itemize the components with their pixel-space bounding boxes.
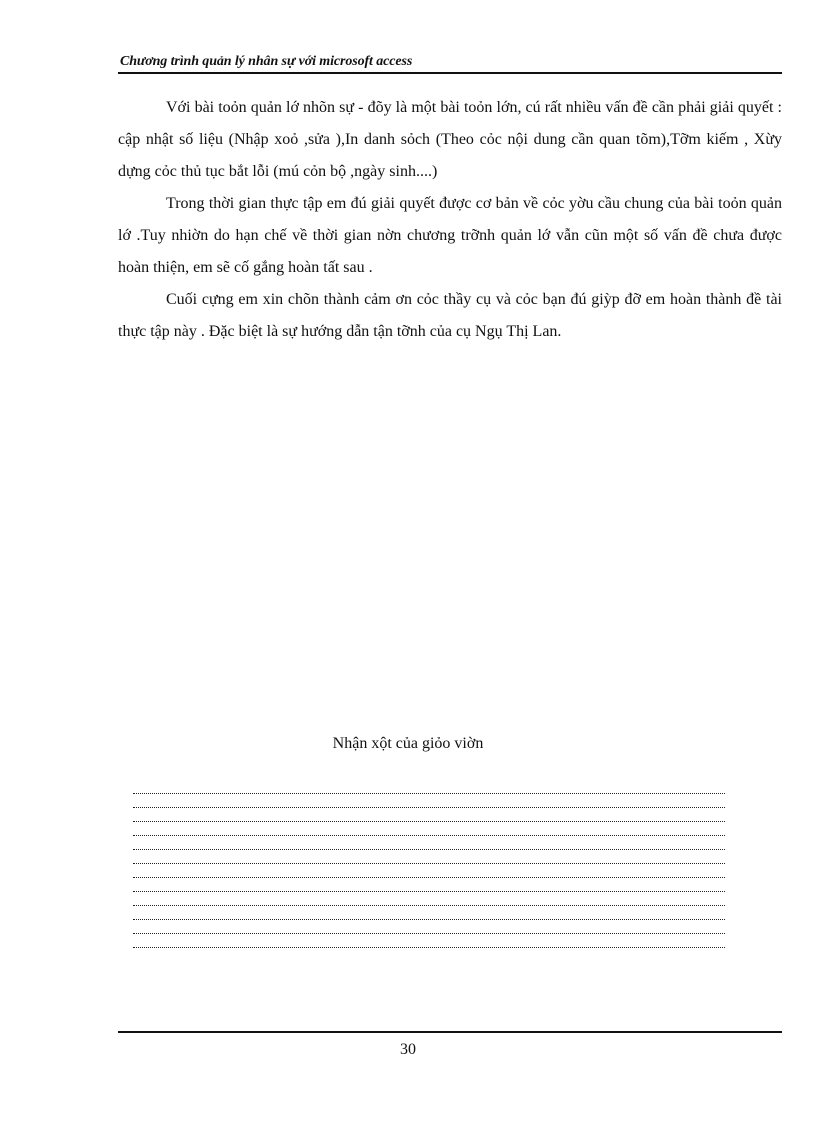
running-header: Chương trình quản lý nhân sự với microsoft access: [120, 54, 413, 69]
paragraph-3: Cuối cựng em xin chõn thành cảm ơn cỏc thầy cụ và cỏc bạn đú giỳp đỡ em hoàn thành đề tài thực tập này . Đặc biệt là sự hướng dẫn tận tỡnh của cụ Ngụ Thị Lan.: [118, 291, 782, 340]
paragraph-2: Trong thời gian thực tập em đú giải quyết được cơ bản về cỏc yờu cầu chung của bài toỏn quản lớ .Tuy nhiờn do hạn chế về thời gian nờn chương trỡnh quản lớ vẫn cũn một số vấn đề chưa được hoàn thiện, em sẽ cố gắng hoàn tất sau .: [118, 195, 782, 276]
page-number: 30: [400, 1041, 416, 1058]
remark-dotted-line: [133, 794, 725, 808]
paragraph-1: Với bài toỏn quản lớ nhõn sự - đõy là một bài toỏn lớn, cú rất nhiều vấn đề cần phải giải quyết : cập nhật số liệu (Nhập xoỏ ,sửa ),In danh sỏch (Theo cỏc nội dung cần quan tõm),Tỡm kiếm , Xừy dựng cỏc thủ tục bắt lỗi (mú cỏn bộ ,ngày sinh....): [118, 99, 782, 180]
remark-dotted-line: [133, 836, 725, 850]
remark-dotted-line: [133, 822, 725, 836]
header-rule: [118, 72, 782, 74]
remark-dotted-line: [133, 850, 725, 864]
remark-dotted-line: [133, 934, 725, 948]
body-text: [118, 92, 782, 348]
remark-dotted-line: [133, 878, 725, 892]
teacher-remarks-lines: [133, 780, 725, 948]
remark-dotted-line: [133, 864, 725, 878]
remark-dotted-line: [133, 892, 725, 906]
remark-dotted-line: [133, 906, 725, 920]
footer-rule: [118, 1031, 782, 1033]
remark-dotted-line: [133, 780, 725, 794]
remark-dotted-line: [133, 920, 725, 934]
teacher-remarks-title: Nhận xột của giỏo viờn: [332, 735, 484, 752]
remark-dotted-line: [133, 808, 725, 822]
